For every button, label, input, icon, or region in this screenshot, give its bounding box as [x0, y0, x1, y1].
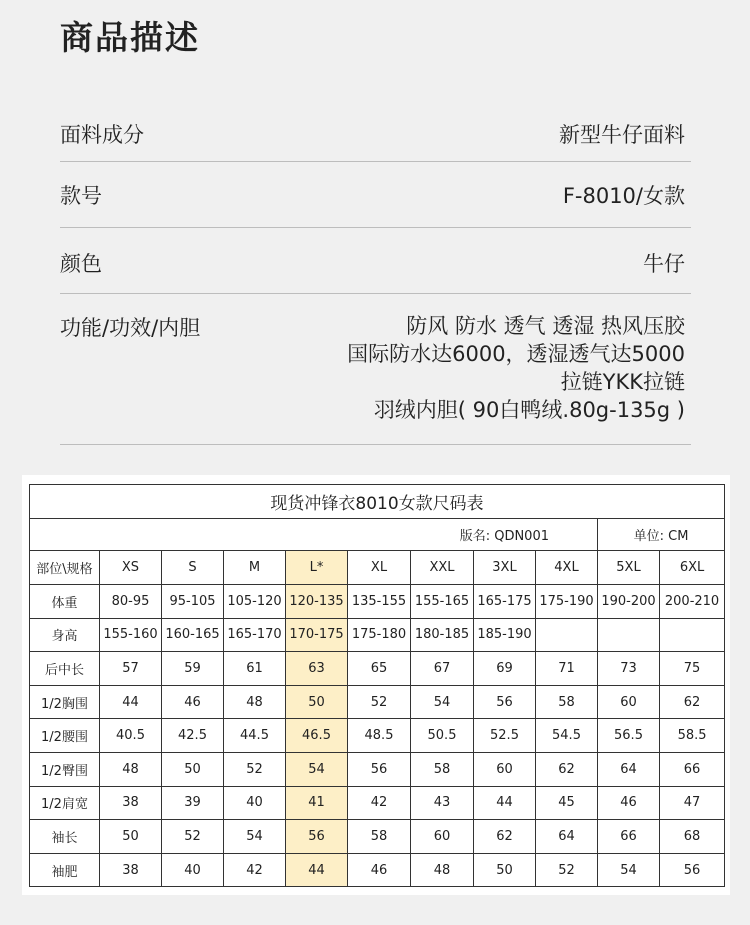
value-cell: 48 — [100, 752, 162, 786]
value-cell: 48 — [224, 685, 286, 719]
value-cell: 190-200 — [598, 585, 660, 619]
value-cell: 56 — [348, 752, 411, 786]
value-cell: 69 — [474, 652, 536, 686]
unit-label: 单位: CM — [598, 519, 725, 551]
value-cell: 62 — [536, 752, 598, 786]
value-cell: 58 — [411, 752, 474, 786]
value-cell: 155-160 — [100, 618, 162, 652]
row-label-cell: 袖肥 — [30, 853, 100, 887]
spec-label: 颜色 — [60, 252, 102, 276]
value-cell: 62 — [660, 685, 725, 719]
table-title: 现货冲锋衣8010女款尺码表 — [30, 485, 725, 519]
value-cell: 43 — [411, 786, 474, 820]
value-cell: 52 — [224, 752, 286, 786]
value-cell: 135-155 — [348, 585, 411, 619]
value-cell: 38 — [100, 853, 162, 887]
size-header-cell: M — [224, 551, 286, 585]
value-cell: 60 — [411, 820, 474, 854]
value-cell: 60 — [474, 752, 536, 786]
row-label-cell: 体重 — [30, 585, 100, 619]
value-cell — [660, 618, 725, 652]
value-cell: 68 — [660, 820, 725, 854]
spec-row-material — [60, 100, 691, 162]
size-header-cell: 5XL — [598, 551, 660, 585]
value-cell: 66 — [660, 752, 725, 786]
spec-value-lines — [347, 312, 691, 424]
value-cell: 63 — [286, 652, 348, 686]
value-cell: 50 — [286, 685, 348, 719]
size-header-cell: 4XL — [536, 551, 598, 585]
table-row — [30, 585, 725, 619]
value-cell: 155-165 — [411, 585, 474, 619]
header-label-cell: 部位\规格 — [30, 551, 100, 585]
value-cell: 50 — [100, 820, 162, 854]
value-cell: 165-170 — [224, 618, 286, 652]
value-cell: 175-190 — [536, 585, 598, 619]
value-cell: 73 — [598, 652, 660, 686]
spec-label: 面料成分 — [60, 123, 144, 147]
size-header-cell: XS — [100, 551, 162, 585]
value-cell: 44 — [474, 786, 536, 820]
value-cell: 47 — [660, 786, 725, 820]
size-header-cell: L* — [286, 551, 348, 585]
value-cell: 185-190 — [474, 618, 536, 652]
value-cell: 52 — [162, 820, 224, 854]
value-cell: 42 — [224, 853, 286, 887]
function-line: 国际防水达6000，透湿透气达5000 — [347, 342, 685, 366]
value-cell: 42.5 — [162, 719, 224, 753]
spec-row-color — [60, 228, 691, 294]
value-cell: 165-175 — [474, 585, 536, 619]
size-header-row — [30, 551, 725, 585]
value-cell: 57 — [100, 652, 162, 686]
function-line: 羽绒内胆( 90白鸭绒.80g-135g ) — [373, 398, 685, 422]
value-cell: 80-95 — [100, 585, 162, 619]
value-cell: 50 — [474, 853, 536, 887]
value-cell: 56 — [474, 685, 536, 719]
row-label-cell: 1/2肩宽 — [30, 786, 100, 820]
value-cell: 160-165 — [162, 618, 224, 652]
value-cell: 54 — [411, 685, 474, 719]
value-cell: 40 — [162, 853, 224, 887]
value-cell: 59 — [162, 652, 224, 686]
value-cell: 58 — [536, 685, 598, 719]
value-cell: 56 — [660, 853, 725, 887]
value-cell: 64 — [598, 752, 660, 786]
value-cell: 54.5 — [536, 719, 598, 753]
value-cell: 46 — [348, 853, 411, 887]
value-cell: 48 — [411, 853, 474, 887]
table-row — [30, 652, 725, 686]
value-cell: 200-210 — [660, 585, 725, 619]
table-row — [30, 685, 725, 719]
value-cell: 56 — [286, 820, 348, 854]
table-title-row — [30, 485, 725, 519]
value-cell: 54 — [598, 853, 660, 887]
value-cell: 58.5 — [660, 719, 725, 753]
spec-list — [60, 100, 691, 445]
value-cell — [536, 618, 598, 652]
table-row — [30, 820, 725, 854]
section-heading: 商品描述 — [60, 18, 200, 57]
value-cell: 42 — [348, 786, 411, 820]
value-cell: 170-175 — [286, 618, 348, 652]
spec-value: 新型牛仔面料 — [559, 123, 685, 147]
value-cell: 58 — [348, 820, 411, 854]
size-header-cell: S — [162, 551, 224, 585]
spec-value: F-8010/女款 — [562, 184, 685, 208]
spec-label: 功能/功效/内胆 — [60, 316, 201, 340]
value-cell: 40.5 — [100, 719, 162, 753]
value-cell: 48.5 — [348, 719, 411, 753]
table-row — [30, 618, 725, 652]
value-cell — [598, 618, 660, 652]
value-cell: 44 — [100, 685, 162, 719]
value-cell: 95-105 — [162, 585, 224, 619]
row-label-cell: 身高 — [30, 618, 100, 652]
value-cell: 180-185 — [411, 618, 474, 652]
value-cell: 61 — [224, 652, 286, 686]
value-cell: 67 — [411, 652, 474, 686]
row-label-cell: 袖长 — [30, 820, 100, 854]
row-label-cell: 1/2胸围 — [30, 685, 100, 719]
spec-value: 牛仔 — [643, 252, 685, 276]
table-row — [30, 752, 725, 786]
spec-row-style — [60, 162, 691, 228]
table-row — [30, 719, 725, 753]
value-cell: 62 — [474, 820, 536, 854]
size-header-cell: XL — [348, 551, 411, 585]
size-header-cell: XXL — [411, 551, 474, 585]
value-cell: 52.5 — [474, 719, 536, 753]
function-line: 拉链YKK拉链 — [560, 370, 685, 394]
size-chart-panel — [22, 475, 730, 895]
value-cell: 54 — [224, 820, 286, 854]
size-table — [29, 484, 725, 887]
value-cell: 44 — [286, 853, 348, 887]
size-header-cell: 6XL — [660, 551, 725, 585]
value-cell: 46 — [162, 685, 224, 719]
value-cell: 64 — [536, 820, 598, 854]
value-cell: 71 — [536, 652, 598, 686]
version-label: 版名: QDN001 — [30, 519, 598, 551]
function-line: 防风 防水 透气 透湿 热风压胶 — [406, 314, 685, 338]
value-cell: 54 — [286, 752, 348, 786]
table-row — [30, 853, 725, 887]
value-cell: 46 — [598, 786, 660, 820]
table-row — [30, 786, 725, 820]
value-cell: 46.5 — [286, 719, 348, 753]
spec-row-function — [60, 294, 691, 445]
value-cell: 65 — [348, 652, 411, 686]
value-cell: 50.5 — [411, 719, 474, 753]
value-cell: 40 — [224, 786, 286, 820]
value-cell: 56.5 — [598, 719, 660, 753]
value-cell: 52 — [348, 685, 411, 719]
row-label-cell: 1/2臀围 — [30, 752, 100, 786]
value-cell: 60 — [598, 685, 660, 719]
value-cell: 50 — [162, 752, 224, 786]
value-cell: 45 — [536, 786, 598, 820]
value-cell: 44.5 — [224, 719, 286, 753]
row-label-cell: 后中长 — [30, 652, 100, 686]
value-cell: 105-120 — [224, 585, 286, 619]
value-cell: 41 — [286, 786, 348, 820]
spec-label: 款号 — [60, 184, 102, 208]
value-cell: 52 — [536, 853, 598, 887]
value-cell: 75 — [660, 652, 725, 686]
table-info-row — [30, 519, 725, 551]
row-label-cell: 1/2腰围 — [30, 719, 100, 753]
value-cell: 66 — [598, 820, 660, 854]
value-cell: 38 — [100, 786, 162, 820]
value-cell: 175-180 — [348, 618, 411, 652]
size-header-cell: 3XL — [474, 551, 536, 585]
value-cell: 120-135 — [286, 585, 348, 619]
value-cell: 39 — [162, 786, 224, 820]
